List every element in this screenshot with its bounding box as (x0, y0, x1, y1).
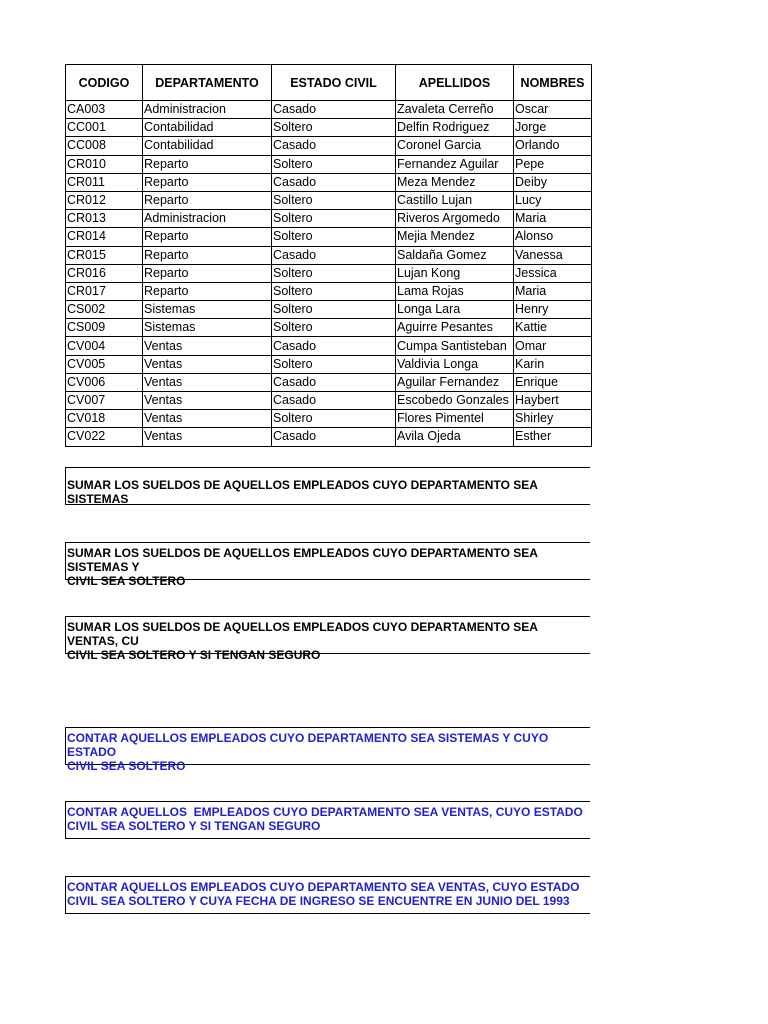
apellidos-cell[interactable]: Mejia Mendez (396, 228, 514, 246)
departamento-cell[interactable]: Reparto (143, 246, 272, 264)
nombres-cell[interactable]: Enrique (514, 373, 592, 391)
codigo-cell[interactable]: CV022 (66, 428, 143, 446)
nombres-cell[interactable]: Kattie (514, 319, 592, 337)
departamento-cell[interactable]: Reparto (143, 173, 272, 191)
estado-civil-cell[interactable]: Soltero (272, 191, 396, 209)
table-row (66, 428, 592, 446)
estado-civil-cell[interactable]: Casado (272, 246, 396, 264)
nombres-cell[interactable]: Alonso (514, 228, 592, 246)
departamento-cell[interactable]: Reparto (143, 228, 272, 246)
apellidos-cell[interactable]: Lama Rojas (396, 282, 514, 300)
nombres-cell[interactable]: Haybert (514, 392, 592, 410)
apellidos-cell[interactable]: Coronel Garcia (396, 137, 514, 155)
task-text: CONTAR AQUELLOS EMPLEADOS CUYO DEPARTAMENTO SEA VENTAS, CUYO ESTADO CIVIL SEA SOLTERO Y SI TENGAN SEGURO (67, 805, 583, 833)
estado-civil-cell[interactable]: Casado (272, 173, 396, 191)
apellidos-cell[interactable]: Valdivia Longa (396, 355, 514, 373)
table-row (66, 264, 592, 282)
departamento-cell[interactable]: Ventas (143, 355, 272, 373)
estado-civil-cell[interactable]: Soltero (272, 264, 396, 282)
codigo-cell[interactable]: CV005 (66, 355, 143, 373)
nombres-cell[interactable]: Pepe (514, 155, 592, 173)
table-row (66, 373, 592, 391)
departamento-cell[interactable]: Administracion (143, 210, 272, 228)
header-codigo: CODIGO (66, 65, 143, 101)
nombres-cell[interactable]: Jessica (514, 264, 592, 282)
table-row (66, 337, 592, 355)
departamento-cell[interactable]: Ventas (143, 337, 272, 355)
apellidos-cell[interactable]: Flores Pimentel (396, 410, 514, 428)
apellidos-cell[interactable]: Riveros Argomedo (396, 210, 514, 228)
table-row (66, 228, 592, 246)
departamento-cell[interactable]: Reparto (143, 191, 272, 209)
task-sum-sistemas (65, 467, 590, 505)
nombres-cell[interactable]: Maria (514, 282, 592, 300)
header-nombres: NOMBRES (514, 65, 592, 101)
apellidos-cell[interactable]: Cumpa Santisteban (396, 337, 514, 355)
codigo-cell[interactable]: CR013 (66, 210, 143, 228)
table-row (66, 392, 592, 410)
apellidos-cell[interactable]: Fernandez Aguilar (396, 155, 514, 173)
task-text: SUMAR LOS SUELDOS DE AQUELLOS EMPLEADOS CUYO DEPARTAMENTO SEA SISTEMAS (67, 478, 541, 506)
apellidos-cell[interactable]: Saldaña Gomez (396, 246, 514, 264)
estado-civil-cell[interactable]: Casado (272, 137, 396, 155)
header-departamento: DEPARTAMENTO (143, 65, 272, 101)
table-row (66, 319, 592, 337)
nombres-cell[interactable]: Shirley (514, 410, 592, 428)
nombres-cell[interactable]: Esther (514, 428, 592, 446)
task-sum-sistemas-soltero (65, 542, 590, 588)
apellidos-cell[interactable]: Avila Ojeda (396, 428, 514, 446)
departamento-cell[interactable]: Contabilidad (143, 119, 272, 137)
nombres-cell[interactable]: Maria (514, 210, 592, 228)
table-row (66, 101, 592, 119)
table-row (66, 119, 592, 137)
codigo-cell[interactable]: CV004 (66, 337, 143, 355)
estado-civil-cell[interactable]: Casado (272, 337, 396, 355)
apellidos-cell[interactable]: Lujan Kong (396, 264, 514, 282)
departamento-cell[interactable]: Administracion (143, 101, 272, 119)
departamento-cell[interactable]: Sistemas (143, 301, 272, 319)
departamento-cell[interactable]: Ventas (143, 392, 272, 410)
codigo-cell[interactable]: CS009 (66, 319, 143, 337)
apellidos-cell[interactable]: Meza Mendez (396, 173, 514, 191)
table-header-row (66, 65, 592, 101)
codigo-cell[interactable]: CR011 (66, 173, 143, 191)
table-row (66, 301, 592, 319)
estado-civil-cell[interactable]: Casado (272, 101, 396, 119)
codigo-cell[interactable]: CV006 (66, 373, 143, 391)
codigo-cell[interactable]: CR012 (66, 191, 143, 209)
apellidos-cell[interactable]: Longa Lara (396, 301, 514, 319)
estado-civil-cell[interactable]: Casado (272, 428, 396, 446)
nombres-cell[interactable]: Oscar (514, 101, 592, 119)
table-row (66, 246, 592, 264)
task-text: SUMAR LOS SUELDOS DE AQUELLOS EMPLEADOS CUYO DEPARTAMENTO SEA VENTAS, CU CIVIL SEA SOLTERO Y SI TENGAN SEGURO (67, 620, 538, 662)
codigo-cell[interactable]: CV007 (66, 392, 143, 410)
estado-civil-cell[interactable]: Casado (272, 373, 396, 391)
estado-civil-cell[interactable]: Soltero (272, 301, 396, 319)
apellidos-cell[interactable]: Escobedo Gonzales (396, 392, 514, 410)
nombres-cell[interactable]: Karin (514, 355, 592, 373)
table-row (66, 155, 592, 173)
apellidos-cell[interactable]: Aguilar Fernandez (396, 373, 514, 391)
apellidos-cell[interactable]: Delfin Rodriguez (396, 119, 514, 137)
codigo-cell[interactable]: CV018 (66, 410, 143, 428)
nombres-cell[interactable]: Orlando (514, 137, 592, 155)
estado-civil-cell[interactable]: Soltero (272, 228, 396, 246)
nombres-cell[interactable]: Deiby (514, 173, 592, 191)
departamento-cell[interactable]: Ventas (143, 373, 272, 391)
task-text: SUMAR LOS SUELDOS DE AQUELLOS EMPLEADOS CUYO DEPARTAMENTO SEA SISTEMAS Y CIVIL SEA SOLTERO (67, 546, 538, 588)
codigo-cell[interactable]: CC008 (66, 137, 143, 155)
task-sum-ventas-soltero-seguro (65, 616, 590, 662)
codigo-cell[interactable]: CS002 (66, 301, 143, 319)
estado-civil-cell[interactable]: Soltero (272, 355, 396, 373)
header-apellidos: APELLIDOS (396, 65, 514, 101)
departamento-cell[interactable]: Ventas (143, 410, 272, 428)
table-row (66, 410, 592, 428)
table-row (66, 282, 592, 300)
codigo-cell[interactable]: CR016 (66, 264, 143, 282)
apellidos-cell[interactable]: Zavaleta Cerreño (396, 101, 514, 119)
nombres-cell[interactable]: Jorge (514, 119, 592, 137)
task-text: CONTAR AQUELLOS EMPLEADOS CUYO DEPARTAMENTO SEA VENTAS, CUYO ESTADO CIVIL SEA SOLTERO Y CUYA FECHA DE INGRESO SE ENCUENTRE EN JUNIO DEL 1993 (67, 880, 580, 908)
header-estado-civil: ESTADO CIVIL (272, 65, 396, 101)
nombres-cell[interactable]: Lucy (514, 191, 592, 209)
departamento-cell[interactable]: Sistemas (143, 319, 272, 337)
apellidos-cell[interactable]: Aguirre Pesantes (396, 319, 514, 337)
departamento-cell[interactable]: Reparto (143, 264, 272, 282)
table-row (66, 210, 592, 228)
departamento-cell[interactable]: Ventas (143, 428, 272, 446)
codigo-cell[interactable]: CR015 (66, 246, 143, 264)
table-row (66, 355, 592, 373)
estado-civil-cell[interactable]: Casado (272, 392, 396, 410)
employee-table (65, 64, 592, 447)
codigo-cell[interactable]: CR017 (66, 282, 143, 300)
nombres-cell[interactable]: Henry (514, 301, 592, 319)
codigo-cell[interactable]: CR014 (66, 228, 143, 246)
task-text: CONTAR AQUELLOS EMPLEADOS CUYO DEPARTAMENTO SEA SISTEMAS Y CUYO ESTADO CIVIL SEA SOLTERO (67, 731, 549, 773)
nombres-cell[interactable]: Vanessa (514, 246, 592, 264)
task-count-ventas-soltero-junio-1993 (65, 876, 590, 914)
task-count-ventas-soltero-seguro (65, 801, 590, 839)
departamento-cell[interactable]: Reparto (143, 155, 272, 173)
codigo-cell[interactable]: CC001 (66, 119, 143, 137)
nombres-cell[interactable]: Omar (514, 337, 592, 355)
estado-civil-cell[interactable]: Soltero (272, 282, 396, 300)
table-row (66, 137, 592, 155)
apellidos-cell[interactable]: Castillo Lujan (396, 191, 514, 209)
departamento-cell[interactable]: Contabilidad (143, 137, 272, 155)
estado-civil-cell[interactable]: Soltero (272, 119, 396, 137)
codigo-cell[interactable]: CA003 (66, 101, 143, 119)
estado-civil-cell[interactable]: Soltero (272, 410, 396, 428)
estado-civil-cell[interactable]: Soltero (272, 319, 396, 337)
task-count-sistemas-soltero (65, 727, 590, 773)
estado-civil-cell[interactable]: Soltero (272, 155, 396, 173)
table-row (66, 173, 592, 191)
departamento-cell[interactable]: Reparto (143, 282, 272, 300)
codigo-cell[interactable]: CR010 (66, 155, 143, 173)
table-row (66, 191, 592, 209)
employee-sheet (65, 64, 590, 447)
estado-civil-cell[interactable]: Soltero (272, 210, 396, 228)
